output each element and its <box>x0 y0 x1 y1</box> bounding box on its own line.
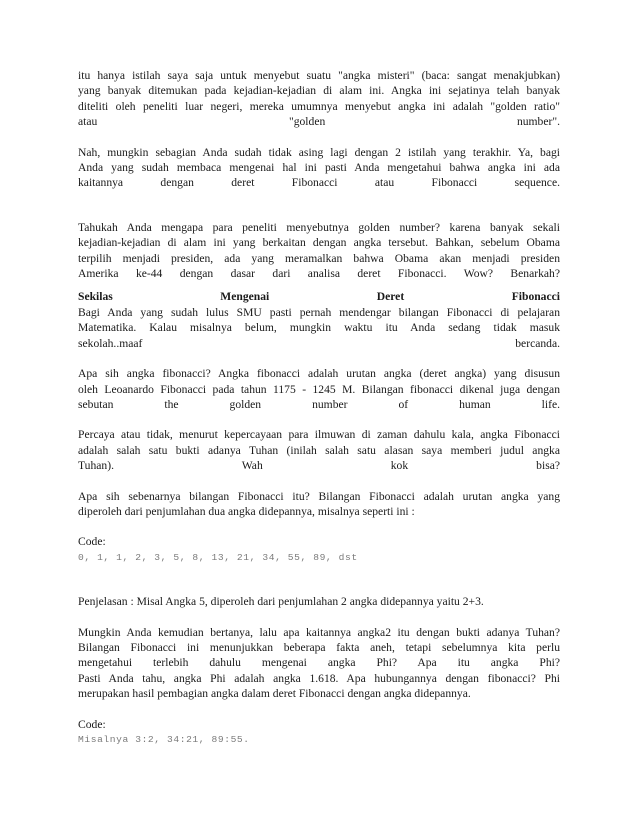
text-line: Nah, mungkin sebagian Anda sudah tidak asing lagi dengan 2 istilah yang terakhir. Ya, bagi <box>78 145 560 159</box>
code-label: Code: <box>78 535 106 549</box>
text-line: Tahukah Anda mengapa para peneliti menyebutnya golden number? karena banyak sekali <box>78 220 560 234</box>
text-line: mengetahui terlebih dahulu mengenai angka Phi? Apa itu angka Phi? <box>78 656 560 670</box>
paragraph-belief <box>78 427 560 473</box>
text-line: diteliti oleh peneliti luar negeri, mereka umumnya menyebut angka ini adalah "golden ratio" <box>78 99 560 113</box>
paragraph-explanation: Penjelasan : Misal Angka 5, diperoleh dari penjumlahan 2 angka didepannya yaitu 2+3. <box>78 595 484 609</box>
paragraph-golden-number <box>78 220 560 282</box>
text-line: Percaya atau tidak, menurut kepercayaan para ilmuwan di zaman dahulu kala, angka Fibonacci <box>78 428 560 442</box>
document-page <box>78 68 560 747</box>
text-line: yang banyak ditemukan pada kejadian-kejadian di alam ini. Angka ini sejatinya telah banyak <box>78 84 560 98</box>
text-line: sekolah..maaf bercanda. <box>78 336 560 350</box>
text-line: Bagi Anda yang sudah lulus SMU pasti pernah mendengar bilangan Fibonacci di pelajaran <box>78 305 560 319</box>
text-line: Matematika. Kalau misalnya belum, mungkin waktu itu Anda sedang tidak masuk <box>78 321 560 335</box>
text-line: Apa sih angka fibonacci? Angka fibonacci adalah urutan angka (deret angka) yang disusun <box>78 367 560 381</box>
text-line: itu hanya istilah saya saja untuk menyebut suatu "angka misteri" (baca: sangat menakjubkan) <box>78 69 560 82</box>
paragraph-what-is-fibonacci <box>78 366 560 412</box>
text-line: adalah salah satu bukti adanya Tuhan (inilah salah satu alasan saya memberi judul angka <box>78 443 560 457</box>
paragraph-phi <box>78 625 560 702</box>
text-line: sebutan the golden number of human life. <box>78 397 560 411</box>
text-line: Tuhan). Wah kok bisa? <box>78 459 560 473</box>
code-sequence: 0, 1, 1, 2, 3, 5, 8, 13, 21, 34, 55, 89, dst <box>78 551 358 563</box>
text-line: kaitannya dengan deret Fibonacci atau Fibonacci sequence. <box>78 176 560 190</box>
text-line: Anda yang sudah membaca mengenai hal ini pasti Anda mengetahui bahwa angka ini ada <box>78 161 560 175</box>
text-line: oleh Leoanardo Fibonacci pada tahun 1175 - 1245 M. Bilangan fibonacci dikenal juga dengan <box>78 382 560 396</box>
paragraph-golden-ratio <box>78 68 560 130</box>
text-line: Mungkin Anda kemudian bertanya, lalu apa kaitannya angka2 itu dengan bukti adanya Tuhan? <box>78 625 560 639</box>
paragraph-definition <box>78 489 560 520</box>
text-line: terpilih menjadi presiden, ada yang meramalkan bahwa Obama akan menjadi presiden <box>78 251 560 265</box>
text-line: Amerika ke-44 dengan dasar dari analisa deret Fibonacci. Wow? Benarkah? <box>78 267 560 281</box>
section-fibonacci <box>78 289 560 351</box>
text-line: atau "golden number". <box>78 115 560 129</box>
paragraph-fibonacci-intro <box>78 145 560 191</box>
text-line: Pasti Anda tahu, angka Phi adalah angka 1.618. Apa hubungannya dengan fibonacci? Phi <box>78 671 560 685</box>
text-line: diperoleh dari penjumlahan dua angka didepannya, misalnya seperti ini : <box>78 504 415 518</box>
code-label: Code: <box>78 717 106 731</box>
text-line: merupakan hasil pembagian angka dalam deret Fibonacci dengan angka didepannya. <box>78 687 471 701</box>
code-ratio-example: Misalnya 3:2, 34:21, 89:55. <box>78 734 250 745</box>
text-line: Bilangan Fibonacci ini menunjukkan beberapa fakta aneh, tetapi sebelumnya kita perlu <box>78 640 560 654</box>
text-line: Apa sih sebenarnya bilangan Fibonacci itu? Bilangan Fibonacci adalah urutan angka yang <box>78 489 560 503</box>
text-line: kejadian-kejadian di alam ini yang berkaitan dengan angka tersebut. Bahkan, sebelum Obama <box>78 236 560 250</box>
section-heading: Sekilas Mengenai Deret Fibonacci <box>78 290 560 304</box>
